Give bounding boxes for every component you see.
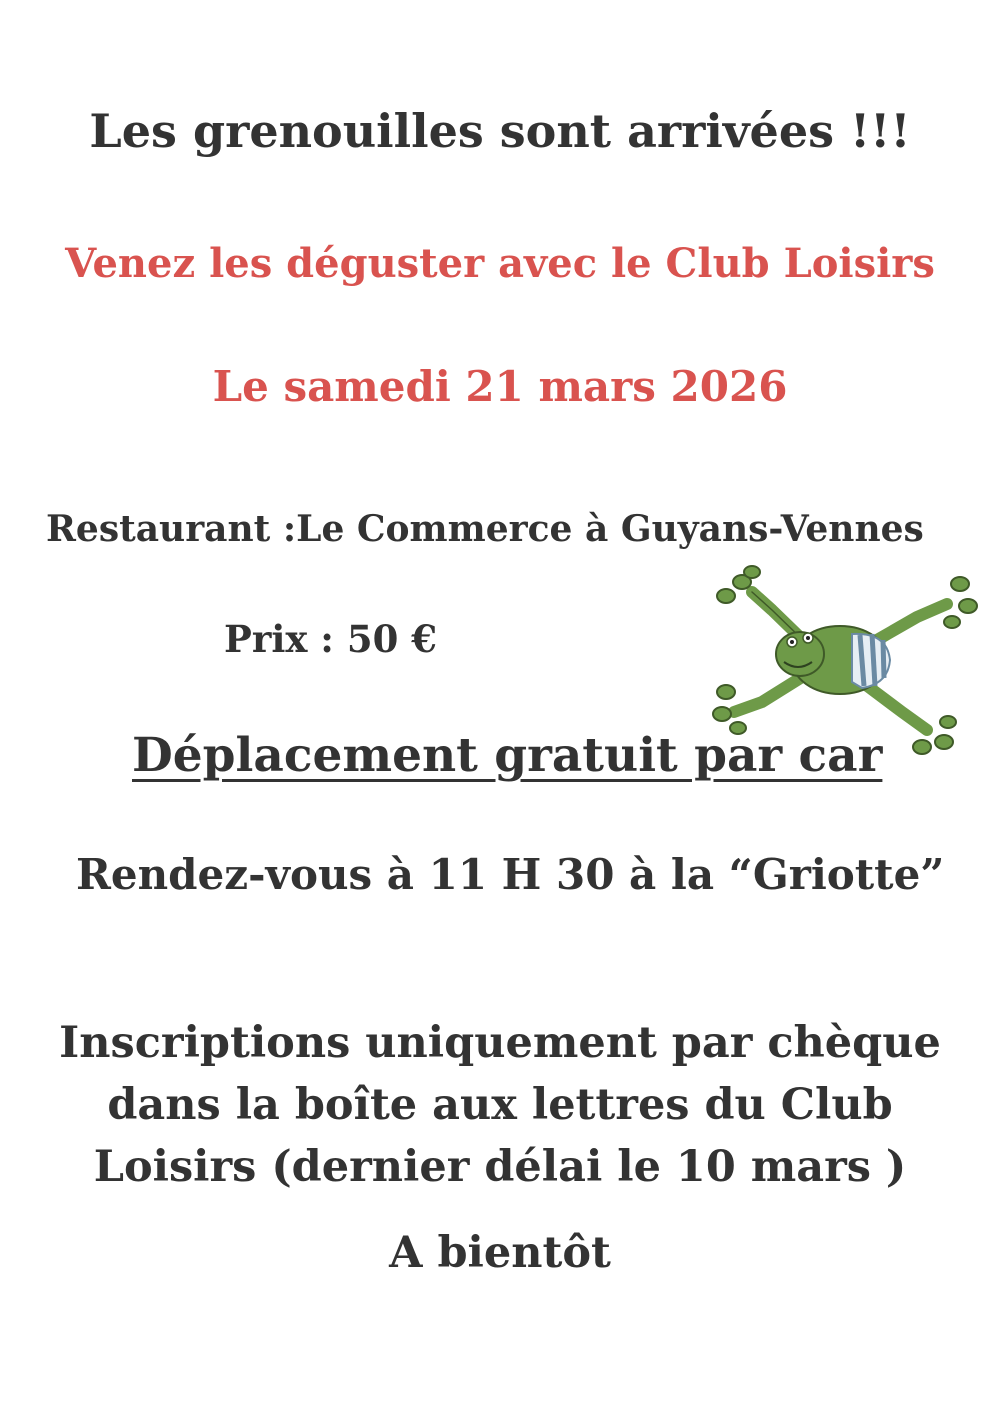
closing-text: A bientôt: [389, 1228, 611, 1278]
registration-line: Inscriptions uniquement par chèque: [59, 1018, 941, 1068]
event-date: Le samedi 21 mars 2026: [212, 362, 788, 411]
registration-line: Loisirs (dernier délai le 10 mars ): [93, 1142, 907, 1192]
flyer-title: Les grenouilles sont arrivées !!!: [89, 104, 911, 158]
flyer-subtitle: Venez les déguster avec le Club Loisirs: [65, 240, 935, 287]
restaurant-info: Restaurant :Le Commerce à Guyans-Vennes: [46, 508, 924, 550]
registration-line: dans la boîte aux lettres du Club: [107, 1080, 893, 1130]
meeting-info: Rendez-vous à 11 H 30 à la “Griotte”: [76, 850, 945, 899]
transport-info: Déplacement gratuit par car: [132, 728, 883, 783]
price-info: Prix : 50 €: [224, 617, 437, 661]
